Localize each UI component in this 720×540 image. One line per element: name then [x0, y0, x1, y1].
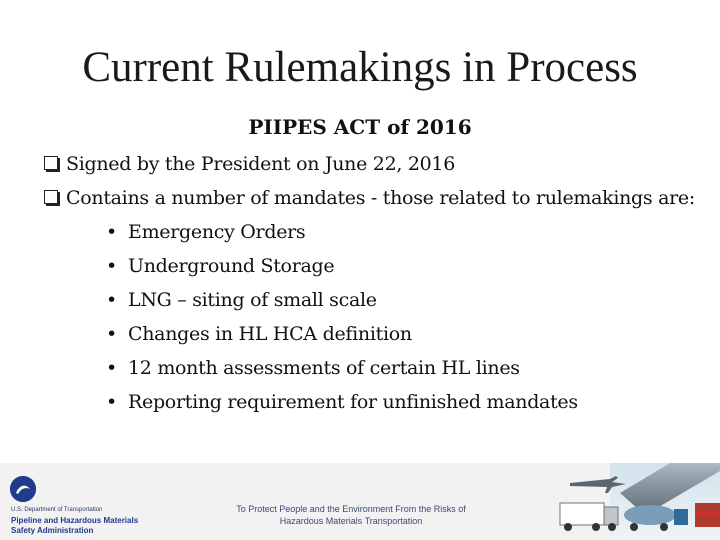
slide-subtitle [0, 113, 720, 141]
department-name: U.S. Department of Transportation [11, 507, 103, 513]
sub-list-item [106, 317, 704, 351]
sub-list-item-text: Reporting requirement for unfinished mandates [128, 391, 578, 413]
bullet-list [44, 147, 704, 419]
sub-list-item [106, 215, 704, 249]
list-item [44, 181, 704, 419]
checkbox-bullet-icon [44, 190, 58, 204]
list-item-text: Signed by the President on June 22, 2016 [66, 153, 455, 175]
list-item-text: Contains a number of mandates - those related to rulemakings are: [66, 187, 695, 209]
sub-list-item [106, 283, 704, 317]
sub-list-item-text: Changes in HL HCA definition [128, 323, 412, 345]
sub-list-item-text: Underground Storage [128, 255, 335, 277]
sub-list-item-text: LNG – siting of small scale [128, 289, 377, 311]
slide-title: Current Rulemakings in Process [82, 44, 638, 91]
bullet-dot-icon: • [106, 221, 117, 243]
bullet-dot-icon: • [106, 357, 117, 379]
sub-list-item-text: Emergency Orders [128, 221, 306, 243]
list-item [44, 147, 704, 181]
dot-logo-icon [10, 476, 36, 502]
subtitle-text: PIIPES ACT of 2016 [248, 115, 472, 139]
bullet-dot-icon: • [106, 323, 117, 345]
sub-list-item-text: 12 month assessments of certain HL lines [128, 357, 520, 379]
agency-name: Pipeline and Hazardous Materials Safety Administration [11, 516, 139, 535]
bullet-dot-icon: • [106, 255, 117, 277]
checkbox-bullet-icon [44, 156, 58, 170]
transportation-collage-icon [550, 463, 720, 540]
bullet-dot-icon: • [106, 289, 117, 311]
sub-list-item [106, 351, 704, 385]
sub-list-item [106, 385, 704, 419]
sub-bullet-list [66, 215, 704, 419]
footer-banner [0, 463, 720, 540]
footer-tagline: To Protect People and the Environment From the Risks of Hazardous Materials Transportation [236, 504, 466, 526]
bullet-dot-icon: • [106, 391, 117, 413]
sub-list-item [106, 249, 704, 283]
